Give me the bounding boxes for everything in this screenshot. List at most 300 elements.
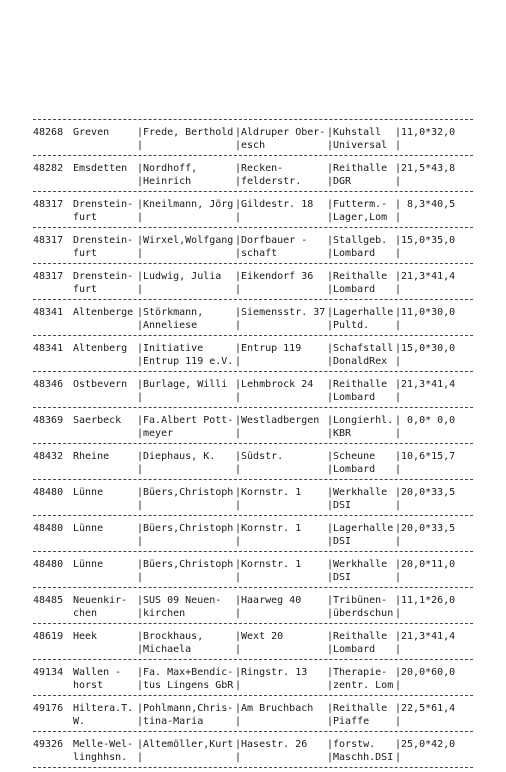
street-cell — [235, 342, 327, 368]
city-cell-line — [73, 427, 137, 440]
dimensions-cell — [395, 630, 457, 656]
city-cell-line: Heek — [73, 631, 98, 642]
city-cell — [73, 630, 137, 656]
city-cell-line: Lünne — [73, 559, 104, 570]
dimensions-cell — [395, 522, 457, 548]
owner-name-cell-line: |Wirxel,Wolfgang — [137, 235, 234, 246]
owner-name-cell — [137, 414, 235, 440]
hall-type-cell-line: |Stallgeb. — [327, 235, 388, 246]
street-cell — [235, 486, 327, 512]
table-row — [33, 628, 473, 659]
city-cell-line: Melle-Wel- — [73, 739, 134, 750]
owner-name-cell-line: |Michaela — [137, 644, 192, 655]
hall-type-cell-line: |Universal — [327, 140, 388, 151]
hall-type-cell-line: |Futterm.- — [327, 199, 388, 210]
owner-name-cell-line: |Pohlmann,Chris- — [137, 703, 234, 714]
dimensions-cell — [395, 414, 457, 440]
dimensions-cell-line: | — [395, 284, 402, 295]
postal-code-line: 48346 — [33, 379, 64, 390]
dimensions-cell-line: |21,3*41,4 — [395, 271, 456, 282]
street-cell-line: |Lehmbrock 24 — [235, 379, 314, 390]
city-cell-line: Saerbeck — [73, 415, 122, 426]
hall-type-cell-line: |DSI — [327, 500, 352, 511]
postal-code — [33, 198, 73, 224]
street-cell — [235, 162, 327, 188]
postal-code-line: 49176 — [33, 703, 64, 714]
street-cell-line: |Aldruper Ober- — [235, 127, 326, 138]
dimensions-cell-line: | — [395, 752, 402, 763]
street-cell-line: |Recken- — [235, 163, 284, 174]
dimensions-cell — [395, 198, 457, 224]
city-cell — [73, 450, 137, 476]
street-cell-line: | — [235, 356, 242, 367]
dimensions-cell-line: |11,0*30,0 — [395, 307, 456, 318]
postal-code-line: 48369 — [33, 415, 64, 426]
hall-type-cell — [327, 162, 395, 188]
table-row — [33, 556, 473, 587]
owner-name-cell — [137, 270, 235, 296]
street-cell — [235, 450, 327, 476]
dimensions-cell-line: |20,0*33,5 — [395, 487, 456, 498]
hall-type-cell-line: |Reithalle — [327, 379, 388, 390]
owner-name-cell-line: | — [137, 536, 144, 547]
street-cell-line: | — [235, 536, 242, 547]
street-cell — [235, 558, 327, 584]
city-cell-line: Wallen - — [73, 667, 122, 678]
dimensions-cell-line: |21,3*41,4 — [395, 379, 456, 390]
dimensions-cell — [395, 486, 457, 512]
dimensions-cell — [395, 162, 457, 188]
hall-type-cell-line: |Lombard — [327, 284, 376, 295]
dimensions-cell-line: | — [395, 356, 402, 367]
hall-type-cell — [327, 702, 395, 728]
city-cell — [73, 342, 137, 368]
dimensions-cell-line: |11,1*26,0 — [395, 595, 456, 606]
hall-type-cell — [327, 450, 395, 476]
owner-name-cell-line: |Kneilmann, Jörg — [137, 199, 234, 210]
street-cell-line: | — [235, 716, 242, 727]
owner-name-cell-line: |Ludwig, Julia — [137, 271, 222, 282]
hall-type-cell-line: |Pultd. — [327, 320, 370, 331]
hall-type-cell-line: |Piaffe — [327, 716, 370, 727]
city-cell-line: Neuenkir- — [73, 595, 128, 606]
city-cell-line: furt — [73, 284, 98, 295]
street-cell-line: |felderstr. — [235, 176, 302, 187]
dimensions-cell — [395, 270, 457, 296]
dimensions-cell-line: | — [395, 212, 402, 223]
owner-name-cell — [137, 738, 235, 764]
hall-type-cell — [327, 666, 395, 692]
street-cell — [235, 270, 327, 296]
hall-type-cell — [327, 342, 395, 368]
hall-type-cell-line: |Lombard — [327, 644, 376, 655]
dimensions-cell-line: |10,6*15,7 — [395, 451, 456, 462]
hall-type-cell-line: |Lagerhalle — [327, 307, 394, 318]
dimensions-cell — [395, 702, 457, 728]
city-cell — [73, 198, 137, 224]
city-cell-line — [73, 139, 137, 152]
postal-code-line: 48432 — [33, 451, 64, 462]
dimensions-cell-line: | — [395, 644, 402, 655]
owner-name-cell — [137, 450, 235, 476]
street-cell-line: |Südstr. — [235, 451, 284, 462]
owner-name-cell-line: |Fa. Max+Bendic- — [137, 667, 234, 678]
dimensions-cell — [395, 558, 457, 584]
city-cell-line: W. — [73, 716, 86, 727]
city-cell — [73, 270, 137, 296]
postal-code — [33, 666, 73, 692]
dimensions-cell-line: |21,3*41,4 — [395, 631, 456, 642]
dimensions-cell-line: | — [395, 608, 402, 619]
owner-name-cell — [137, 666, 235, 692]
street-cell-line: |Kornstr. 1 — [235, 559, 302, 570]
dimensions-cell — [395, 594, 457, 620]
owner-name-cell-line: |tus Lingens GbR — [137, 680, 234, 691]
owner-name-cell-line: |Brockhaus, — [137, 631, 204, 642]
hall-type-cell-line: |Lombard — [327, 392, 376, 403]
street-cell-line: |Eikendorf 36 — [235, 271, 314, 282]
hall-type-cell — [327, 126, 395, 152]
street-cell — [235, 126, 327, 152]
postal-code-line: 48619 — [33, 631, 64, 642]
owner-name-cell-line: |tina-Maria — [137, 716, 204, 727]
owner-name-cell-line: |Büers,Christoph — [137, 523, 234, 534]
city-cell — [73, 522, 137, 548]
postal-code-line: 48341 — [33, 307, 64, 318]
street-cell — [235, 306, 327, 332]
postal-code-line: 48480 — [33, 487, 64, 498]
owner-name-cell — [137, 558, 235, 584]
street-cell-line: |Westladbergen — [235, 415, 320, 426]
street-cell-line: |Am Bruchbach — [235, 703, 314, 714]
postal-code-line: 48317 — [33, 199, 64, 210]
street-cell — [235, 594, 327, 620]
city-cell — [73, 162, 137, 188]
street-cell-line: |Entrup 119 — [235, 343, 302, 354]
hall-type-cell — [327, 486, 395, 512]
city-cell-line — [73, 463, 137, 476]
hall-type-cell-line: |Lombard — [327, 464, 376, 475]
street-cell-line: | — [235, 500, 242, 511]
hall-type-cell — [327, 378, 395, 404]
street-cell — [235, 702, 327, 728]
street-cell-line: | — [235, 428, 242, 439]
hall-type-cell-line: |DSI — [327, 572, 352, 583]
owner-name-cell-line: |Initiative — [137, 343, 204, 354]
hall-type-cell-line: |zentr. Lom — [327, 680, 394, 691]
owner-name-cell-line: |Büers,Christoph — [137, 487, 234, 498]
street-cell — [235, 378, 327, 404]
street-cell-line: |Gildestr. 18 — [235, 199, 314, 210]
street-cell-line: |Kornstr. 1 — [235, 523, 302, 534]
dimensions-cell-line: |20,0*33,5 — [395, 523, 456, 534]
city-cell-line: Lünne — [73, 487, 104, 498]
dimensions-cell-line: | — [395, 680, 402, 691]
dimensions-cell — [395, 666, 457, 692]
postal-code-line: 48480 — [33, 559, 64, 570]
dimensions-cell-line: | — [395, 140, 402, 151]
hall-type-cell-line: |DonaldRex — [327, 356, 388, 367]
table-row — [33, 376, 473, 407]
hall-type-cell — [327, 198, 395, 224]
hall-type-cell-line: |Longierhl. — [327, 415, 394, 426]
street-cell-line: | — [235, 680, 242, 691]
dimensions-cell-line: | — [395, 176, 402, 187]
city-cell-line: horst — [73, 680, 104, 691]
city-cell-line: chen — [73, 608, 98, 619]
owner-name-cell-line: |Altemöller,Kurt — [137, 739, 234, 750]
city-cell-line: Drenstein- — [73, 235, 134, 246]
owner-name-cell — [137, 378, 235, 404]
street-cell-line: |esch — [235, 140, 266, 151]
hall-type-cell — [327, 558, 395, 584]
city-cell-line: Ostbevern — [73, 379, 128, 390]
dimensions-cell — [395, 450, 457, 476]
owner-name-cell-line: |Burlage, Willi — [137, 379, 228, 390]
city-cell-line — [73, 499, 137, 512]
owner-name-cell-line: |Störkmann, — [137, 307, 204, 318]
street-cell — [235, 666, 327, 692]
dimensions-cell — [395, 378, 457, 404]
dimensions-cell — [395, 126, 457, 152]
hall-type-cell-line: |Lager,Lom — [327, 212, 388, 223]
city-cell-line: Drenstein- — [73, 271, 134, 282]
city-cell-line: Drenstein- — [73, 199, 134, 210]
city-cell — [73, 306, 137, 332]
owner-name-cell-line: |kirchen — [137, 608, 186, 619]
postal-code — [33, 342, 73, 368]
owner-name-cell-line: | — [137, 248, 144, 259]
dimensions-cell-line: |20,0*60,0 — [395, 667, 456, 678]
postal-code-line: 48268 — [33, 127, 64, 138]
city-cell-line — [73, 175, 137, 188]
street-cell-line: | — [235, 608, 242, 619]
hall-type-cell-line: |Maschh.DSI — [327, 752, 394, 763]
table-row — [33, 232, 473, 263]
table-row — [33, 736, 473, 767]
postal-code — [33, 522, 73, 548]
city-cell — [73, 126, 137, 152]
table-row — [33, 592, 473, 623]
city-cell-line — [73, 355, 137, 368]
hall-type-cell-line: |Werkhalle — [327, 487, 388, 498]
hall-type-cell-line: |Reithalle — [327, 703, 388, 714]
hall-type-cell — [327, 630, 395, 656]
dimensions-cell-line: | — [395, 392, 402, 403]
hall-type-cell-line: |Therapie- — [327, 667, 388, 678]
owner-name-cell-line: |Frede, Berthold — [137, 127, 234, 138]
owner-name-cell-line: | — [137, 212, 144, 223]
owner-name-cell — [137, 306, 235, 332]
owner-name-cell-line: | — [137, 392, 144, 403]
street-cell-line: |Dorfbauer - — [235, 235, 308, 246]
street-cell-line: | — [235, 464, 242, 475]
dimensions-cell-line: | — [395, 464, 402, 475]
table-row — [33, 124, 473, 155]
city-cell-line: Greven — [73, 127, 110, 138]
table-row — [33, 160, 473, 191]
dimensions-cell — [395, 738, 457, 764]
hall-type-cell-line: |überdschun — [327, 608, 394, 619]
hall-type-cell — [327, 738, 395, 764]
street-cell-line: | — [235, 572, 242, 583]
city-cell-line: Hiltera.T. — [73, 703, 134, 714]
postal-code — [33, 126, 73, 152]
street-cell-line: |Wext 20 — [235, 631, 284, 642]
owner-name-cell-line: | — [137, 464, 144, 475]
city-cell-line: Rheine — [73, 451, 110, 462]
street-cell-line: | — [235, 644, 242, 655]
city-cell-line — [73, 319, 137, 332]
street-cell-line: |Ringstr. 13 — [235, 667, 308, 678]
hall-type-cell-line: |Reithalle — [327, 631, 388, 642]
table-row — [33, 484, 473, 515]
dimensions-cell-line: |21,5*43,8 — [395, 163, 456, 174]
postal-code — [33, 702, 73, 728]
street-cell-line: |Kornstr. 1 — [235, 487, 302, 498]
owner-name-cell — [137, 342, 235, 368]
table-row — [33, 412, 473, 443]
owner-name-cell-line: |SUS 09 Neuen- — [137, 595, 222, 606]
table-divider — [33, 767, 473, 772]
postal-code-line: 48282 — [33, 163, 64, 174]
table-row — [33, 520, 473, 551]
hall-type-cell-line: |Lombard — [327, 248, 376, 259]
postal-code — [33, 234, 73, 260]
city-cell-line: linghhsn. — [73, 752, 128, 763]
dimensions-cell-line: | — [395, 428, 402, 439]
hall-type-cell-line: |Lagerhalle — [327, 523, 394, 534]
hall-type-cell — [327, 594, 395, 620]
postal-code-line: 48317 — [33, 271, 64, 282]
street-cell-line: | — [235, 212, 242, 223]
city-cell-line: Lünne — [73, 523, 104, 534]
owner-name-cell — [137, 594, 235, 620]
street-cell-line: | — [235, 284, 242, 295]
street-cell — [235, 738, 327, 764]
postal-code — [33, 558, 73, 584]
street-cell-line: | — [235, 752, 242, 763]
postal-code-line: 48341 — [33, 343, 64, 354]
owner-name-cell-line: | — [137, 140, 144, 151]
city-cell-line — [73, 643, 137, 656]
owner-name-cell-line: |Diephaus, K. — [137, 451, 216, 462]
owner-name-cell-line: |Anneliese — [137, 320, 198, 331]
owner-name-cell-line: |Fa.Albert Pott- — [137, 415, 234, 426]
owner-name-cell — [137, 162, 235, 188]
table-row — [33, 664, 473, 695]
city-cell — [73, 234, 137, 260]
table-row — [33, 268, 473, 299]
owner-name-cell — [137, 702, 235, 728]
owner-name-cell-line: |Heinrich — [137, 176, 192, 187]
city-cell-line: Altenberge — [73, 307, 134, 318]
city-cell-line — [73, 535, 137, 548]
street-cell-line: |Haarweg 40 — [235, 595, 302, 606]
dimensions-cell-line: |25,0*42,0 — [395, 739, 456, 750]
hall-type-cell — [327, 234, 395, 260]
dimensions-cell-line: |22,5*61,4 — [395, 703, 456, 714]
dimensions-cell-line: | — [395, 248, 402, 259]
city-cell — [73, 594, 137, 620]
dimensions-cell-line: | — [395, 320, 402, 331]
owner-name-cell-line: | — [137, 500, 144, 511]
city-cell-line: furt — [73, 212, 98, 223]
owner-name-cell — [137, 486, 235, 512]
table-row — [33, 196, 473, 227]
hall-type-cell — [327, 306, 395, 332]
postal-code-line: 48480 — [33, 523, 64, 534]
hall-type-cell-line: |Schafstall — [327, 343, 394, 354]
table-row — [33, 448, 473, 479]
postal-code-line: 49326 — [33, 739, 64, 750]
dimensions-cell — [395, 306, 457, 332]
dimensions-cell — [395, 234, 457, 260]
owner-name-cell-line: |Nordhoff, — [137, 163, 198, 174]
hall-type-cell-line: |DSI — [327, 536, 352, 547]
city-cell-line — [73, 391, 137, 404]
hall-type-cell-line: |Werkhalle — [327, 559, 388, 570]
city-cell-line — [73, 571, 137, 584]
hall-type-cell — [327, 414, 395, 440]
city-cell — [73, 666, 137, 692]
city-cell — [73, 414, 137, 440]
owner-name-cell-line: |meyer — [137, 428, 174, 439]
hall-type-cell-line: |Reithalle — [327, 271, 388, 282]
hall-type-cell-line: |Kuhstall — [327, 127, 382, 138]
city-cell — [73, 702, 137, 728]
hall-type-cell — [327, 270, 395, 296]
owner-name-cell — [137, 522, 235, 548]
street-cell — [235, 522, 327, 548]
postal-code — [33, 306, 73, 332]
street-cell — [235, 198, 327, 224]
city-cell — [73, 378, 137, 404]
dimensions-cell-line: |11,0*32,0 — [395, 127, 456, 138]
postal-code — [33, 738, 73, 764]
dimensions-cell-line: |15,0*30,0 — [395, 343, 456, 354]
city-cell-line: Emsdetten — [73, 163, 128, 174]
owner-name-cell-line: | — [137, 572, 144, 583]
table-row — [33, 340, 473, 371]
postal-code-line: 48317 — [33, 235, 64, 246]
hall-type-cell-line: |Reithalle — [327, 163, 388, 174]
table-row — [33, 304, 473, 335]
postal-code-line: 48485 — [33, 595, 64, 606]
owner-name-cell — [137, 630, 235, 656]
city-cell-line: furt — [73, 248, 98, 259]
dimensions-cell-line: | 8,3*40,5 — [395, 199, 456, 210]
postal-code — [33, 486, 73, 512]
dimensions-cell-line: | — [395, 572, 402, 583]
hall-type-cell-line: |KBR — [327, 428, 352, 439]
dimensions-cell-line: | — [395, 716, 402, 727]
postal-code — [33, 630, 73, 656]
city-cell — [73, 738, 137, 764]
hall-type-cell — [327, 522, 395, 548]
owner-name-cell — [137, 126, 235, 152]
owner-name-cell-line: |Entrup 119 e.V. — [137, 356, 234, 367]
dimensions-cell-line: | 0,0* 0,0 — [395, 415, 456, 426]
city-cell — [73, 558, 137, 584]
document-table — [33, 119, 473, 772]
dimensions-cell-line: |15,0*35,0 — [395, 235, 456, 246]
city-cell — [73, 486, 137, 512]
postal-code — [33, 162, 73, 188]
street-cell — [235, 414, 327, 440]
street-cell-line: |schaft — [235, 248, 278, 259]
hall-type-cell-line: |forstw. — [327, 739, 376, 750]
